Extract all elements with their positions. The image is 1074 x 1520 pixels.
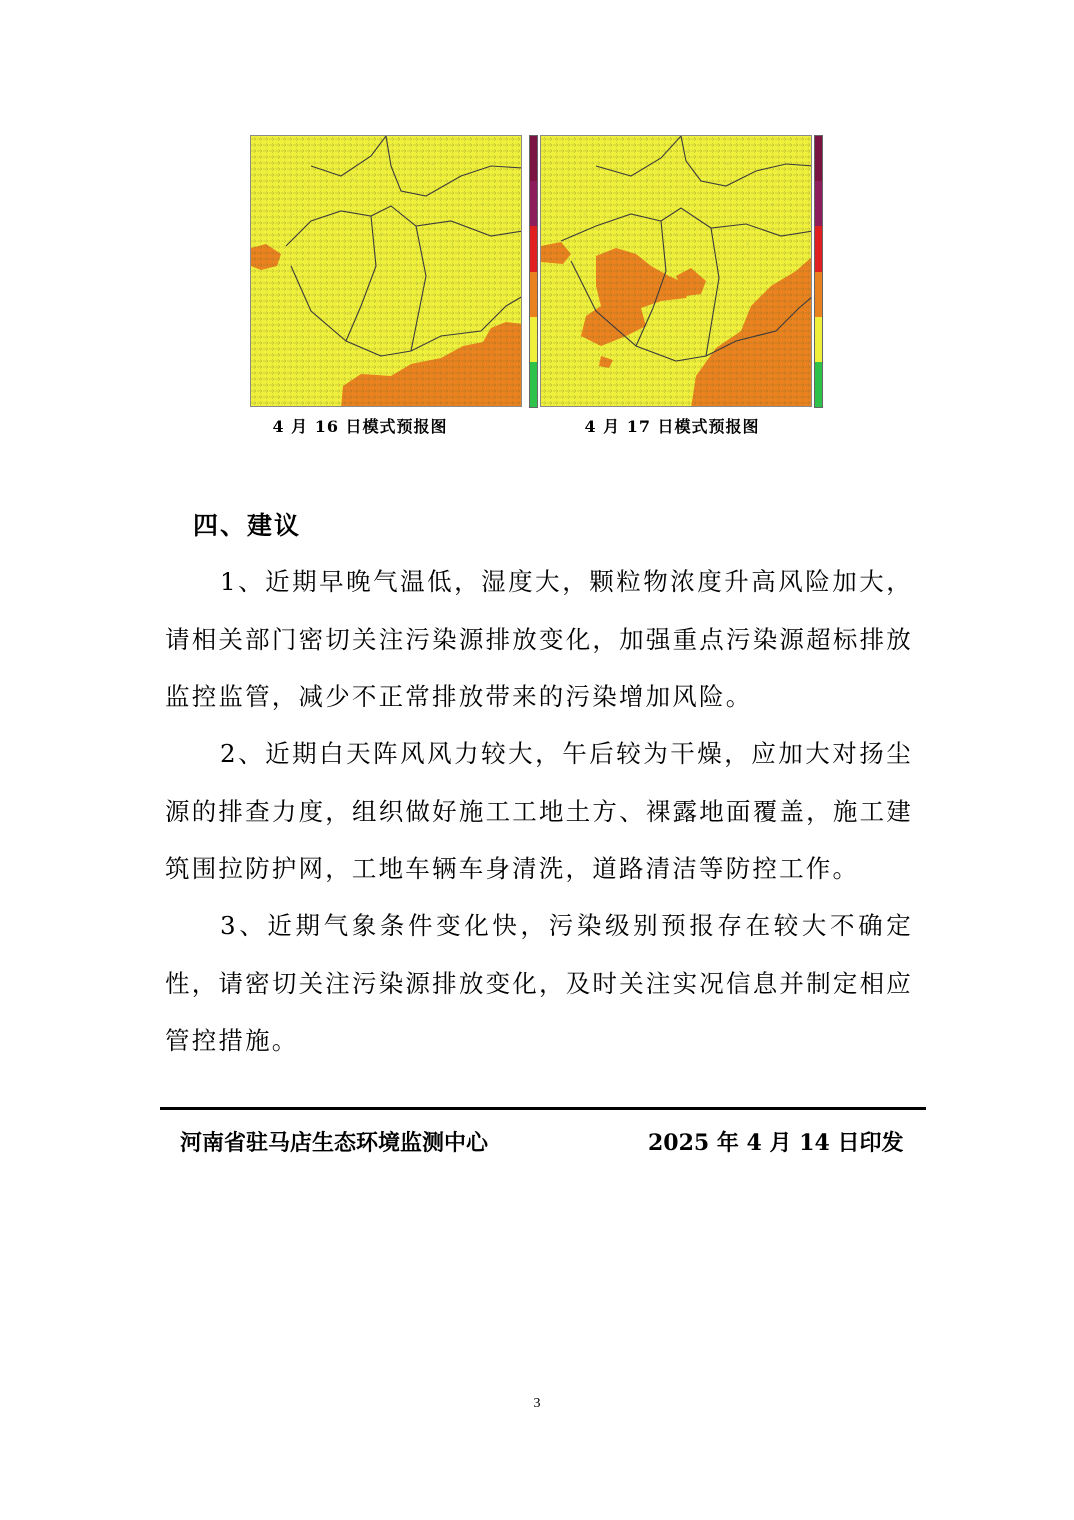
svg-text:◦: ◦ — [646, 177, 649, 183]
svg-text:◦: ◦ — [726, 162, 729, 168]
forecast-map-apr17-graphic — [541, 136, 812, 407]
legend-swatch — [815, 136, 822, 181]
legend-swatch — [530, 362, 537, 407]
svg-text:◦: ◦ — [351, 177, 354, 183]
issuer-name: 河南省驻马店生态环境监测中心 — [180, 1130, 489, 1156]
legend-swatch — [530, 272, 537, 317]
legend-swatch — [530, 226, 537, 271]
section-heading: 四、建议 — [193, 511, 302, 540]
legend-swatch — [530, 136, 537, 181]
svg-text:◦: ◦ — [291, 212, 294, 218]
footer-divider — [160, 1107, 926, 1110]
svg-text:◦: ◦ — [381, 232, 384, 238]
svg-text:◦: ◦ — [771, 202, 774, 208]
recommendation-paragraph-3: 3、近期气象条件变化快，污染级别预报存在较大不确定性，请密切关注污染源排放变化，及时关注实况信息并制定相应管控措施。 — [165, 911, 913, 1055]
legend-swatch — [815, 362, 822, 407]
forecast-map-apr16-graphic — [251, 136, 522, 407]
svg-text:◦: ◦ — [391, 150, 394, 156]
legend-swatch — [530, 317, 537, 362]
svg-text:◦: ◦ — [673, 232, 676, 238]
color-scale-legend-2 — [814, 135, 823, 408]
recommendation-paragraph-1: 1、近期早晚气温低，湿度大，颗粒物浓度升高风险加大，请相关部门密切关注污染源排放变化，加强重点污染源超标排放监控监管，减少不正常排放带来的污染增加风险。 — [165, 567, 913, 711]
svg-text:◦: ◦ — [709, 282, 712, 288]
issue-date: 2025 年 4 月 14 日印发 — [648, 1130, 904, 1156]
legend-swatch — [815, 226, 822, 271]
legend-swatch — [530, 181, 537, 226]
svg-text:◦: ◦ — [451, 242, 454, 248]
color-scale-legend-1 — [529, 135, 538, 408]
figure-caption-apr16: 4 月 16 日模式预报图 — [272, 417, 448, 436]
legend-swatch — [815, 181, 822, 226]
svg-text:◦: ◦ — [686, 150, 689, 156]
forecast-map-apr16 — [250, 135, 522, 407]
svg-text:◦: ◦ — [416, 282, 419, 288]
legend-swatch — [815, 317, 822, 362]
legend-swatch — [815, 272, 822, 317]
forecast-map-apr17 — [540, 135, 812, 407]
figure-caption-apr17: 4 月 17 日模式预报图 — [584, 417, 760, 436]
svg-text:◦: ◦ — [431, 162, 434, 168]
svg-text:◦: ◦ — [746, 242, 749, 248]
svg-text:◦: ◦ — [346, 312, 349, 318]
page-number: 3 — [533, 1396, 541, 1411]
recommendation-paragraph-2: 2、近期白天阵风风力较大，午后较为干燥，应加大对扬尘源的排查力度，组织做好施工工地土方、裸露地面覆盖，施工建筑围拉防护网，工地车辆车身清洗，道路清洁等防控工作。 — [165, 739, 913, 883]
svg-text:◦: ◦ — [583, 212, 586, 218]
svg-text:◦: ◦ — [481, 202, 484, 208]
